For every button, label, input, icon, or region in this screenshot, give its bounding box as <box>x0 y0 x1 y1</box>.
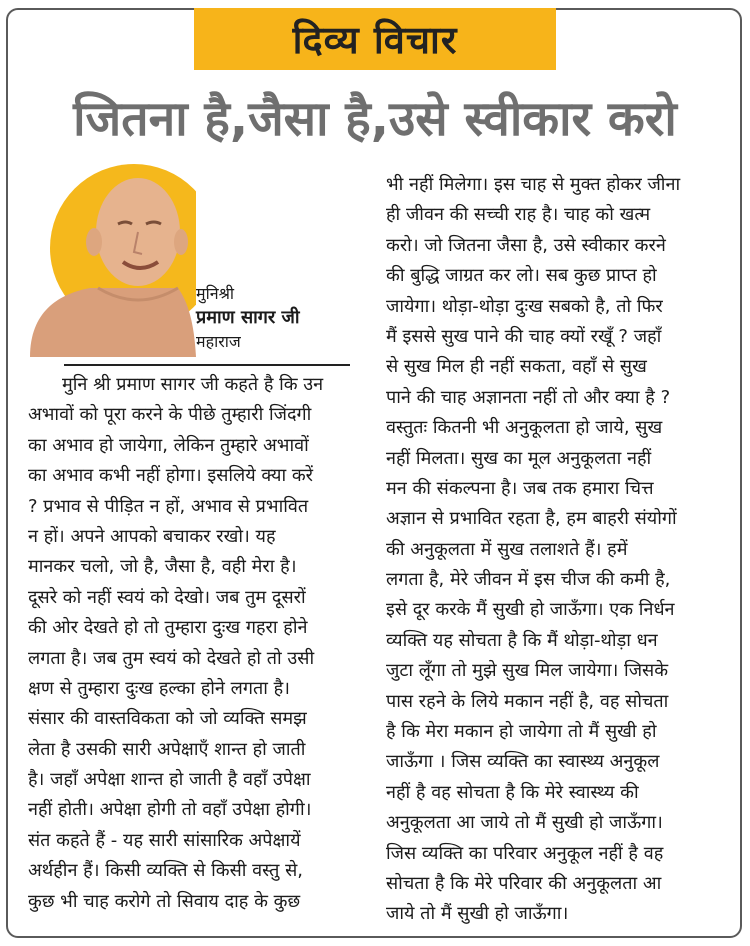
section-banner <box>194 8 556 70</box>
author-suffix: महाराज <box>196 332 241 351</box>
text-line: क्षण से तुम्हारा दुःख हल्का होने लगता है। <box>28 677 291 699</box>
article-column-left <box>28 370 360 917</box>
text-line: वस्तुतः कितनी भी अनुकूलता हो जाये, सुख <box>386 417 663 439</box>
section-title: दिव्य विचार <box>292 18 458 62</box>
text-line: लगता है। जब तुम स्वयं को देखते हो तो उसी <box>28 647 315 669</box>
text-line: सोचता है कि मेरे परिवार की अनुकूलता आ <box>386 872 662 894</box>
text-line: जिस व्यक्ति का परिवार अनुकूल नहीं है वह <box>386 842 664 864</box>
text-line: से सुख मिल ही नहीं सकता, वहाँ से सुख <box>386 356 647 378</box>
text-line: अर्थहीन हैं। किसी व्यक्ति से किसी वस्तु से, <box>28 860 304 882</box>
text-line: कुछ भी चाह करोगे तो सिवाय दाह के कुछ <box>28 890 301 912</box>
text-line: भी नहीं मिलेगा। इस चाह से मुक्त होकर जीना <box>386 174 681 195</box>
text-line: ही जीवन की सच्ची राह है। चाह को खत्म <box>386 204 651 226</box>
text-line: अज्ञान से प्रभावित रहता है, हम बाहरी संयोगों <box>386 508 677 530</box>
headline: जितना है,जैसा है,उसे स्वीकार करो <box>73 90 677 147</box>
text-line: इसे दूर करके मैं सुखी हो जाऊँगा। एक निर्धन <box>386 599 675 621</box>
text-line: नहीं है वह सोचता है कि मेरे स्वास्थ्य की <box>386 781 639 803</box>
text-line: जायेगा। थोड़ा-थोड़ा दुःख सबको है, तो फिर <box>386 295 663 317</box>
text-line: जाऊँगा । जिस व्यक्ति का स्वास्थ्य अनुकूल <box>386 751 660 773</box>
text-line: लगता है, मेरे जीवन में इस चीज की कमी है, <box>386 569 671 591</box>
text-line: न हों। अपने आपको बचाकर रखो। यह <box>28 525 276 547</box>
text-line: व्यक्ति यह सोचता है कि मैं थोड़ा-थोड़ा धन <box>386 629 658 651</box>
text-line: अनुकूलता आ जाये तो मैं सुखी हो जाऊँगा। <box>386 812 663 834</box>
text-line: ? प्रभाव से पीड़ित न हों, अभाव से प्रभावित <box>28 495 309 517</box>
text-line: मानकर चलो, जो है, जैसा है, वही मेरा है। <box>28 556 297 578</box>
text-line: मुनि श्री प्रमाण सागर जी कहते है कि उन <box>62 374 324 395</box>
author-byline <box>196 282 356 354</box>
text-line: संत कहते हैं - यह सारी सांसारिक अपेक्षायें <box>28 829 301 851</box>
author-prefix: मुनिश्री <box>196 284 235 303</box>
text-line: पास रहने के लिये मकान नहीं है, वह सोचता <box>386 690 669 712</box>
text-line: जाये तो मैं सुखी हो जाऊँगा। <box>386 903 569 925</box>
text-line: है। जहाँ अपेक्षा शान्त हो जाती है वहाँ उपेक्षा <box>28 769 311 791</box>
author-portrait <box>28 162 196 357</box>
text-line: करो। जो जितना जैसा है, उसे स्वीकार करने <box>386 234 666 256</box>
text-line: नहीं मिलता। सुख का मूल अनुकूलता नहीं <box>386 447 652 469</box>
text-line: का अभाव कभी नहीं होगा। इसलिये क्या करें <box>28 465 314 487</box>
text-line: संसार की वास्तविकता को जो व्यक्ति समझ <box>28 708 307 730</box>
text-line: है कि मेरा मकान हो जायेगा तो मैं सुखी हो <box>386 721 657 743</box>
text-line: मैं इससे सुख पाने की चाह क्यों रखूँ ? जहाँ <box>386 325 662 347</box>
text-line: मन की संकल्पना है। जब तक हमारा चित्त <box>386 477 654 499</box>
article-column-right <box>386 170 726 930</box>
text-line: नहीं होती। अपेक्षा होगी तो वहाँ उपेक्षा होगी। <box>28 799 312 821</box>
portrait-shoulders <box>30 288 196 357</box>
byline-divider <box>64 364 350 366</box>
text-line: का अभाव हो जायेगा, लेकिन तुम्हारे अभावों <box>28 434 309 456</box>
text-line: की ओर देखते हो तो तुम्हारा दुःख गहरा होने <box>28 617 308 639</box>
text-line: अभावों को पूरा करने के पीछे तुम्हारी जिंदगी <box>28 404 312 426</box>
text-line: लेता है उसकी सारी अपेक्षाएँ शान्त हो जाती <box>28 738 306 760</box>
text-line: जुटा लूँगा तो मुझे सुख मिल जायेगा। जिसके <box>386 660 669 682</box>
text-line: की बुद्धि जाग्रत कर लो। सब कुछ प्राप्त हो <box>386 265 657 287</box>
text-line: पाने की चाह अज्ञानता नहीं तो और क्या है ? <box>386 386 671 408</box>
author-name: प्रमाण सागर जी <box>196 307 300 328</box>
text-line: की अनुकूलता में सुख तलाशते हैं। हमें <box>386 538 628 560</box>
text-line: दूसरे को नहीं स्वयं को देखो। जब तुम दूसरों <box>28 586 306 608</box>
